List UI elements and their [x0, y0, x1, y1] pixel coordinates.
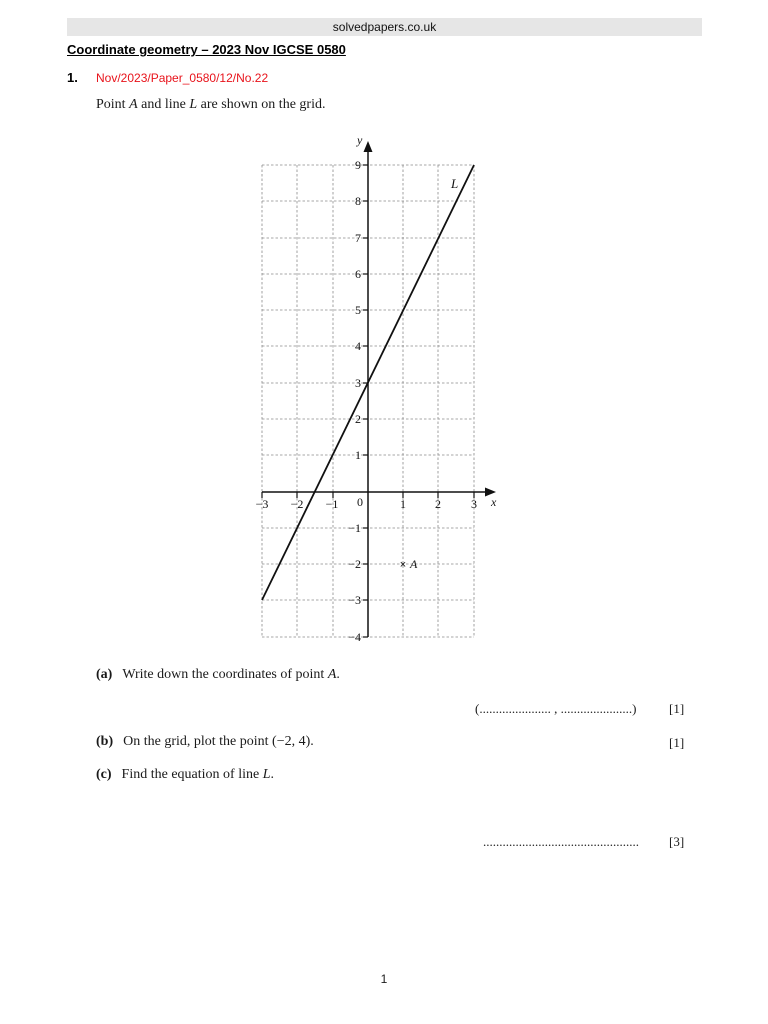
- y-axis-label: y: [357, 133, 363, 147]
- y-tick-label: 1: [355, 448, 361, 462]
- point-a-label: A: [410, 557, 418, 571]
- part-a: (a) Write down the coordinates of point A.: [96, 667, 340, 682]
- page-number: 1: [380, 972, 388, 986]
- y-tick-label: −4: [348, 630, 361, 644]
- point-a-marker: ×: [399, 559, 407, 571]
- part-a-marks: [1]: [669, 701, 685, 716]
- part-c: (c) Find the equation of line L.: [96, 767, 274, 782]
- part-a-answer-line[interactable]: (...................... , ......................): [475, 701, 637, 716]
- point-var: A: [129, 97, 138, 112]
- question-reference: Nov/2023/Paper_0580/12/No.22: [96, 71, 269, 85]
- y-tick-label: −3: [348, 593, 361, 607]
- y-tick-label: 4: [355, 339, 361, 353]
- y-axis-arrow: [364, 141, 373, 152]
- origin-label: 0: [357, 495, 363, 509]
- y-tick-label: 3: [355, 376, 361, 390]
- line-var: L: [189, 97, 198, 112]
- y-tick-label: 6: [355, 267, 361, 281]
- x-tick-label: −1: [325, 497, 339, 511]
- y-tick-label: 7: [355, 231, 361, 245]
- site-name: solvedpapers.co.uk: [332, 20, 437, 34]
- y-tick-label: 5: [355, 303, 361, 317]
- x-tick-label: −2: [290, 497, 304, 511]
- y-tick-label: 8: [355, 194, 361, 208]
- part-b-marks: [1]: [669, 735, 685, 750]
- part-b-label: (b): [96, 734, 114, 749]
- part-a-label: (a): [96, 667, 113, 682]
- part-c-answer-line[interactable]: ................................................: [483, 834, 639, 849]
- y-tick-label: 2: [355, 412, 361, 426]
- y-tick-label: −2: [348, 557, 361, 571]
- x-axis-label: x: [491, 495, 497, 509]
- document-title: Coordinate geometry – 2023 Nov IGCSE 0580: [67, 42, 346, 57]
- part-b: (b) On the grid, plot the point (−2, 4).: [96, 734, 314, 749]
- x-tick-label: 2: [435, 497, 441, 511]
- x-tick-label: 3: [471, 497, 477, 511]
- part-c-marks: [3]: [669, 834, 685, 849]
- question-intro: Point A and line L are shown on the grid.: [96, 97, 326, 112]
- line-l-label: L: [451, 176, 459, 191]
- part-c-label: (c): [96, 767, 112, 782]
- y-tick-label: 9: [355, 158, 361, 172]
- question-number: 1.: [67, 70, 78, 85]
- y-tick-label: −1: [348, 521, 361, 535]
- x-tick-label: −3: [255, 497, 269, 511]
- x-tick-label: 1: [400, 497, 406, 511]
